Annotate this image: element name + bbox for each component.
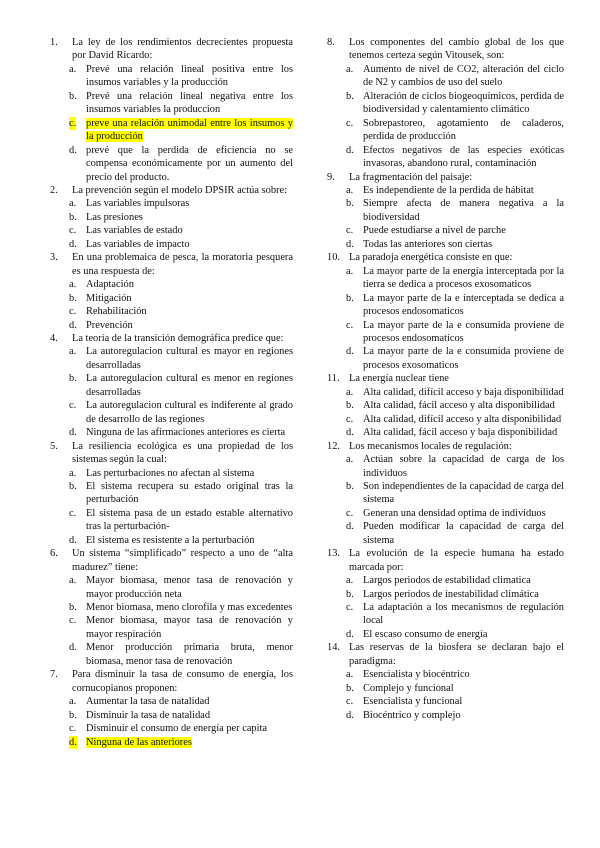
option-letter: a. [69, 63, 77, 75]
option [327, 574, 564, 587]
option-letter: c. [346, 319, 354, 331]
option-text-content: Las variables de impacto [86, 238, 190, 250]
option-letter: c. [346, 696, 354, 708]
option-letter: c. [69, 400, 77, 412]
option-letter: b. [69, 480, 77, 492]
option-text [86, 224, 293, 237]
question-text: La prevención según el modelo DPSIR actúa sobre: [72, 184, 287, 196]
option-letter: d. [346, 628, 354, 640]
option [327, 63, 564, 90]
option [327, 90, 564, 117]
question-number: 11. [327, 373, 340, 385]
option [50, 345, 293, 372]
question-number: 6. [50, 548, 58, 560]
option-text [363, 265, 564, 292]
option-text-content: Actúan sobre la capacidad de carga de los individuos [363, 454, 564, 479]
option-text [86, 426, 293, 439]
option-text [363, 574, 564, 587]
question-text: Las reservas de la biosfera se declaran bajo el paradigma: [349, 642, 564, 667]
question-number: 5. [50, 440, 58, 452]
option-text [86, 574, 293, 601]
option-text-content: Las variables impulsoras [86, 198, 190, 210]
option-text [363, 238, 564, 251]
option-text [86, 480, 293, 507]
option-text-content: Las variables de estado [86, 225, 183, 237]
option-text [86, 292, 293, 305]
question [50, 36, 293, 63]
option [50, 144, 293, 184]
option-text [86, 534, 293, 547]
option-text-content: prevé que la perdida de eficiencia no se compensa económicamente por un aumento del precio del producto. [86, 144, 293, 183]
option-letter: d. [69, 144, 77, 156]
option-text [363, 413, 564, 426]
question-text: La ley de los rendimientos decrecientes propuesta por David Ricardo: [72, 37, 293, 62]
option [50, 278, 293, 291]
option-highlighted [50, 117, 293, 144]
option-letter: a. [346, 265, 354, 277]
option-text [86, 90, 293, 117]
option [327, 453, 564, 480]
option-letter: b. [346, 588, 354, 600]
option-text-content: La adaptación a los mecanismos de regulación local [363, 602, 564, 627]
option-text [363, 507, 564, 520]
option [50, 197, 293, 210]
option-text [363, 628, 564, 641]
option [50, 709, 293, 722]
option-text [363, 520, 564, 547]
option [327, 184, 564, 197]
option-text [363, 601, 564, 628]
option-text [86, 319, 293, 332]
option-text-content: La mayor parte de la energía interceptada por la tierra se dedica a procesos exosomaticos [363, 265, 564, 291]
option [327, 426, 564, 439]
option-letter: c. [69, 723, 77, 735]
option-letter: c. [69, 117, 77, 129]
option-text [363, 399, 564, 412]
option [327, 399, 564, 412]
option-text [363, 292, 564, 319]
question-text: En una problemaica de pesca, la moratoria pesquera es una respuesta de: [72, 252, 293, 277]
option-letter: a. [346, 184, 354, 196]
option-letter: b. [69, 211, 77, 223]
question-text: Los componentes del cambio global de los que tenemos certeza según Vitousek, son: [349, 37, 564, 62]
option-text-content: Biocéntrico y complejo [363, 709, 461, 721]
option-text-content: Mayor biomasa, menor tasa de renovación y mayor producción neta [86, 575, 293, 600]
option-text-content: Esencialista y biocéntrico [363, 669, 470, 681]
option-letter: b. [69, 292, 77, 304]
option-text-content: Son independientes de la capacidad de carga del sistema [363, 480, 564, 506]
question-text: La energía nuclear tiene [349, 373, 449, 385]
option-text-content: Alteración de ciclos biogeoquímicos, perdida de biodiversidad y calentamiento climático [363, 90, 564, 116]
question-text: La resiliencia ecológica es una propiedad de los sistemas según la cual: [72, 440, 293, 466]
option [50, 574, 293, 601]
option-text [86, 144, 293, 184]
option-text-content: Rehabilitación [86, 306, 147, 318]
question [327, 372, 564, 385]
option-letter: b. [346, 480, 354, 492]
question-text: Para disminuir la tasa de consumo de energía, los cornucopianos proponen: [72, 669, 293, 694]
option-text-content: Generan una densidad optima de individuos [363, 507, 546, 519]
option-text [86, 278, 293, 291]
option-text-content: preve una relación unimodal entre los insumos y la producción [86, 117, 293, 143]
option-letter: a. [69, 575, 77, 587]
option-text-content: El sistema es resistente a la perturbación [86, 534, 255, 546]
option-text-content: El escaso consumo de energía [363, 628, 488, 640]
option [327, 117, 564, 144]
option-text [363, 709, 564, 722]
option [50, 319, 293, 332]
option [50, 614, 293, 641]
option-text [86, 399, 293, 426]
option-text-content: Aumentar la tasa de natalidad [86, 696, 210, 708]
option [327, 668, 564, 681]
option [50, 90, 293, 117]
option-text-content: Es independiente de la perdida de hábitat [363, 184, 534, 196]
option [50, 695, 293, 708]
option-text [86, 601, 293, 614]
option-letter: d. [69, 736, 77, 748]
option-text-content: Menor producción primaria bruta, menor biomasa, menor tasa de renovación [86, 642, 293, 667]
option-text [86, 63, 293, 90]
option-text [86, 345, 293, 372]
option-letter: a. [69, 198, 77, 210]
question-number: 13. [327, 548, 340, 560]
question-text: La paradoja energética consiste en que: [349, 252, 513, 264]
question [50, 332, 293, 345]
option-text [363, 224, 564, 237]
option [50, 211, 293, 224]
option-text-content: Alta calidad, fácil acceso y baja disponibilidad [363, 427, 558, 439]
option-text-content: Adaptación [86, 279, 134, 291]
option [327, 292, 564, 319]
option-text-content: La mayor parte de la e interceptada se dedica a procesos endosomaticos [363, 292, 564, 318]
option [327, 413, 564, 426]
option-letter: d. [69, 427, 77, 439]
option-text-content: Sobrepastoreo, agotamiento de caladeros, perdida de producción [363, 117, 564, 143]
right-column [327, 36, 564, 722]
option [327, 480, 564, 507]
option-text-content: La mayor parte de la e consumida proviene de procesos exosomaticos [363, 346, 564, 371]
question-number: 12. [327, 440, 340, 452]
option-letter: b. [69, 709, 77, 721]
option-text-content: Complejo y funcional [363, 682, 454, 694]
option-text-content: La mayor parte de la e consumida proviene de procesos endosomaticos [363, 319, 564, 344]
option [327, 144, 564, 171]
option [50, 641, 293, 668]
option [327, 319, 564, 346]
option-text [363, 480, 564, 507]
question-number: 8. [327, 37, 335, 48]
option-letter: d. [69, 238, 77, 250]
option-text [363, 184, 564, 197]
option-text-content: Ninguna de las afirmaciones anteriores es cierta [86, 427, 286, 439]
option-text-content: Alta calidad, difícil acceso y baja disponibilidad [363, 386, 564, 398]
option-text [86, 238, 293, 251]
option [50, 292, 293, 305]
option-letter: c. [346, 413, 354, 425]
option-letter: b. [346, 682, 354, 694]
option-text [363, 63, 564, 90]
option-text [363, 90, 564, 117]
option-text-content: Disminuir la tasa de natalidad [86, 709, 211, 721]
option-text [86, 117, 293, 144]
option [50, 372, 293, 399]
option-text [363, 386, 564, 399]
option-letter: c. [69, 225, 77, 237]
question [50, 251, 293, 278]
option-text-content: Aumento de nivel de CO2, alteración del ciclo de N2 y cambios de uso del suelo [363, 63, 564, 89]
option-letter: b. [69, 373, 77, 385]
option-letter: a. [69, 467, 77, 479]
option-letter: d. [69, 319, 77, 331]
option [327, 345, 564, 372]
option-letter: b. [346, 400, 354, 412]
option-letter: c. [69, 507, 77, 519]
question-number: 4. [50, 332, 58, 344]
question-number: 1. [50, 37, 58, 48]
question-text: La fragmentación del paisaje: [349, 171, 473, 183]
option-text-content: Esencialista y funcional [363, 696, 463, 708]
option-text-content: Menor biomasa, mayor tasa de renovación y mayor respiración [86, 615, 293, 640]
option-text-content: La autoregulacion cultural es mayor en regiones desarrolladas [86, 346, 293, 371]
question [327, 641, 564, 668]
option-letter: a. [346, 454, 354, 466]
option-text-content: Pueden modificar la capacidad de carga del sistema [363, 521, 564, 546]
option-letter: c. [346, 117, 354, 129]
option [50, 238, 293, 251]
question-number: 10. [327, 252, 340, 264]
option-text-content: La autoregulacion cultural es indiferente al grado de desarrollo de las regiones [86, 400, 293, 425]
option [50, 63, 293, 90]
option [50, 601, 293, 614]
option-letter: c. [69, 306, 77, 318]
option-letter: a. [346, 575, 354, 587]
option-text [363, 345, 564, 372]
option-text [86, 709, 293, 722]
option-text-content: Alta calidad, fácil acceso y alta disponibilidad [363, 400, 555, 412]
option-text-content: Efectos negativos de las especies exóticas invasoras, abandono rural, contaminación [363, 144, 564, 170]
option-letter: b. [346, 292, 354, 304]
option-text [363, 426, 564, 439]
option-text-content: Disminuir el consumo de energía per capita [86, 723, 268, 735]
option [327, 588, 564, 601]
option [50, 722, 293, 735]
option-letter: c. [346, 507, 354, 519]
option-letter: a. [69, 696, 77, 708]
option-text [86, 736, 293, 749]
option [327, 628, 564, 641]
question-number: 7. [50, 669, 58, 681]
option-text [363, 117, 564, 144]
option-letter: a. [346, 63, 354, 75]
option-letter: d. [69, 534, 77, 546]
option [327, 386, 564, 399]
question-number: 3. [50, 252, 58, 264]
option-text [363, 453, 564, 480]
option-letter: a. [69, 279, 77, 291]
option [327, 682, 564, 695]
question-number: 2. [50, 184, 58, 196]
option-text-content: Las perturbaciones no afectan al sistema [86, 467, 255, 479]
option-text-content: Prevé una relación lineal positiva entre los insumos variables y la producción [86, 63, 293, 89]
option-letter: d. [346, 144, 354, 156]
option-text [86, 197, 293, 210]
question [327, 36, 564, 63]
option [327, 520, 564, 547]
option-text-content: Las presiones [86, 211, 143, 223]
option-text [86, 614, 293, 641]
option [327, 507, 564, 520]
option-letter: d. [346, 346, 354, 358]
option-text-content: La autoregulacion cultural es menor en regiones desarrolladas [86, 373, 293, 398]
option [327, 601, 564, 628]
option-text [86, 722, 293, 735]
option-text-content: Menor biomasa, meno clorofila y mas excedentes [86, 602, 293, 614]
option [327, 224, 564, 237]
option-text [86, 507, 293, 534]
option-text [363, 668, 564, 681]
option-letter: d. [346, 238, 354, 250]
option-letter: c. [346, 602, 354, 614]
option [50, 305, 293, 318]
option-letter: d. [346, 427, 354, 439]
option-text [363, 682, 564, 695]
option-text-content: Todas las anteriores son ciertas [363, 238, 493, 250]
option-text-content: Prevé una relación lineal negativa entre los insumos variables la produccion [86, 90, 293, 116]
option-letter: a. [346, 386, 354, 398]
option-letter: b. [346, 90, 354, 102]
question [327, 251, 564, 264]
option-letter: a. [346, 669, 354, 681]
option-text [363, 695, 564, 708]
question [327, 440, 564, 453]
question-text: Los mecanismos locales de regulación: [349, 440, 512, 452]
option [50, 467, 293, 480]
option-text-content: El sistema recupera su estado original tras la perturbación [86, 480, 293, 506]
option-letter: b. [69, 602, 77, 614]
option-letter: d. [346, 709, 354, 721]
option [327, 265, 564, 292]
option [327, 238, 564, 251]
question-text: La teoría de la transición demográfica predice que: [72, 332, 284, 344]
option-text [86, 211, 293, 224]
option [50, 507, 293, 534]
question-number: 9. [327, 171, 335, 183]
question [50, 547, 293, 574]
option-letter: c. [346, 225, 354, 237]
option-text [86, 641, 293, 668]
option [327, 197, 564, 224]
question-number: 14. [327, 642, 340, 654]
question [50, 668, 293, 695]
option-text-content: Mitigación [86, 292, 132, 304]
option-letter: c. [69, 615, 77, 627]
option-text-content: Largos periodos de inestabilidad climática [363, 588, 539, 600]
option-text-content: Largos periodos de estabilidad climatica [363, 575, 531, 587]
option-text-content: Ninguna de las anteriores [86, 736, 192, 748]
option-text [86, 695, 293, 708]
option-text [86, 372, 293, 399]
option-text-content: El sistema pasa de un estado estable alternativo tras la perturbación- [86, 507, 293, 533]
question-text: La evolución de la especie humana ha estado marcada por: [349, 548, 564, 573]
option-text-content: Puede estudiarse a nivel de parche [363, 225, 506, 237]
option-letter: d. [346, 521, 354, 533]
option-text-content: Prevención [86, 319, 133, 331]
option-letter: b. [346, 198, 354, 210]
option [50, 224, 293, 237]
option [50, 399, 293, 426]
option-text [363, 319, 564, 346]
option [50, 426, 293, 439]
option-text [86, 305, 293, 318]
option-letter: d. [69, 642, 77, 654]
option-text-content: Siempre afecta de manera negativa a la biodiversidad [363, 198, 564, 223]
question [327, 547, 564, 574]
question [50, 184, 293, 197]
question [327, 171, 564, 184]
left-column [50, 36, 293, 749]
option-text [363, 588, 564, 601]
option-letter: b. [69, 90, 77, 102]
option-text-content: Alta calidad, difícil acceso y alta disponibilidad [363, 413, 562, 425]
option-text [363, 144, 564, 171]
option-letter: a. [69, 346, 77, 358]
option-text [86, 467, 293, 480]
option [50, 480, 293, 507]
option-text [363, 197, 564, 224]
option [327, 695, 564, 708]
question [50, 440, 293, 467]
option [50, 534, 293, 547]
option-highlighted [50, 736, 293, 749]
option [327, 709, 564, 722]
question-text: Un sistema “simplificado” respecto a uno de “alta madurez” tiene: [72, 548, 293, 573]
